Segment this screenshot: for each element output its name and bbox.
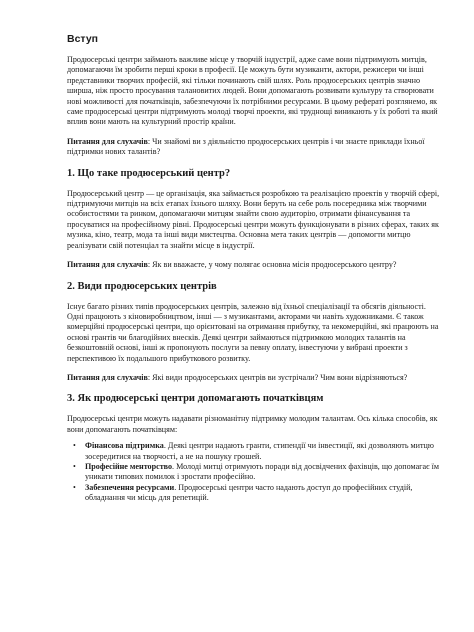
list-item xyxy=(73,461,443,483)
question-text: : Як ви вважаєте, у чому полягає основна місія продюсерського центру? xyxy=(147,260,397,270)
intro-paragraph: Продюсерські центри займають важливе місце у творчій індустрії, адже саме вони підтримують митців, допомагаючи їм зробити перші кроки в професії. Це можуть бути музиканти, актори, режисери чи інші представники творчих професій, які тільки починають свій шлях. Роль продюсерських центрів значно ширша, ніж просто просування талановитих людей. Вони допомагають розвивати культуру та створювати нові можливості для початківців, забезпечуючи їх потрібними ресурсами. В цьому рефераті розглянемо, як саме продюсерські центри підтримують молоді творчі проекти, які труднощі виникають у їх роботі та який вплив вони мають на культурний простір країни. xyxy=(67,55,438,127)
section-2-paragraph: Існує багато різних типів продюсерських центрів, залежно від їхньої спеціалізації та обсягів діяльності. Одні працюють з кіновиробництвом, інші — з музикантами, акторами чи навіть художниками. Є також комерційні продюсерські центри, що орієнтовані на отримання прибутку, та некомерційні, які працюють на основі грантів чи благодійних внесків. Деякі центри займаються підтримкою молодих талантів на безкоштовній основі, інші ж пропонують послуги за певну оплату, інвестуючи у вибрані проекти з перспективою їх подальшого прибуткового розвитку. xyxy=(67,301,439,363)
section-1-heading: 1. Що таке продюсерський центр? xyxy=(67,167,231,179)
bullet-icon: • xyxy=(73,461,76,471)
question-text: : Які види продюсерських центрів ви зустрічали? Чим вони відрізняються? xyxy=(147,372,408,382)
section-2-heading: 2. Види продюсерських центрів xyxy=(67,280,217,292)
list-item xyxy=(73,441,443,462)
question-text: : Чи знайомі ви з діяльністю продюсерських центрів і чи знаєте приклади їхньої підтримки нових талантів? xyxy=(67,136,425,157)
section-1-paragraph: Продюсерський центр — це організація, яка займається розробкою та реалізацією проектів у творчій сфері, підтримуючи митців на всіх етапах їхнього шляху. Вони беруть на себе роль посередника між творчими особистостями та ринком, допомагаючи митцям знайти свою аудиторію, отримати фінансування та просуватися на професійному рівні. Продюсерські центри можуть функціонувати в різних сферах, таких як музика, кіно, театр, мода та інші види мистецтва. Основна мета таких центрів — допомогти митцю реалізувати свій потенціал та знайти місце в індустрії. xyxy=(67,188,440,250)
list-item xyxy=(73,482,443,504)
question-label: Питання для слухачів xyxy=(67,260,148,270)
section-3-paragraph: Продюсерські центри можуть надавати різноманітну підтримку молодим талантам. Ось кілька способів, як вони допомагають початківцям: xyxy=(67,414,438,434)
document-page xyxy=(67,33,443,504)
question-label: Питання для слухачів xyxy=(67,136,148,146)
list-item-text: . Продюсерські центри часто надають доступ до професійних студій, обладнання чи місць для репетицій. xyxy=(85,482,413,503)
support-list xyxy=(67,441,443,503)
bullet-icon: • xyxy=(73,441,76,451)
section-2-question xyxy=(67,373,443,383)
list-item-label: Професійне менторство xyxy=(85,461,173,471)
question-label: Питання для слухачів xyxy=(67,372,148,382)
list-item-label: Фінансова підтримка xyxy=(85,441,164,451)
section-3-heading: 3. Як продюсерські центри допомагають початківцям xyxy=(67,393,324,405)
intro-heading: Вступ xyxy=(67,33,99,45)
section-1-question xyxy=(67,260,443,270)
intro-question xyxy=(67,137,443,158)
list-item-label: Забезпечення ресурсами xyxy=(85,482,175,492)
list-item-text: . Деякі центри надають гранти, стипендії чи інвестиції, які дозволяють митцю зосередитися на творчості, а не на пошуку грошей. xyxy=(85,441,434,461)
list-item-text: . Молоді митці отримують поради від досвідчених фахівців, що допомагає їм уникати типових помилок і зростати професійно. xyxy=(85,461,439,482)
bullet-icon: • xyxy=(73,482,76,492)
